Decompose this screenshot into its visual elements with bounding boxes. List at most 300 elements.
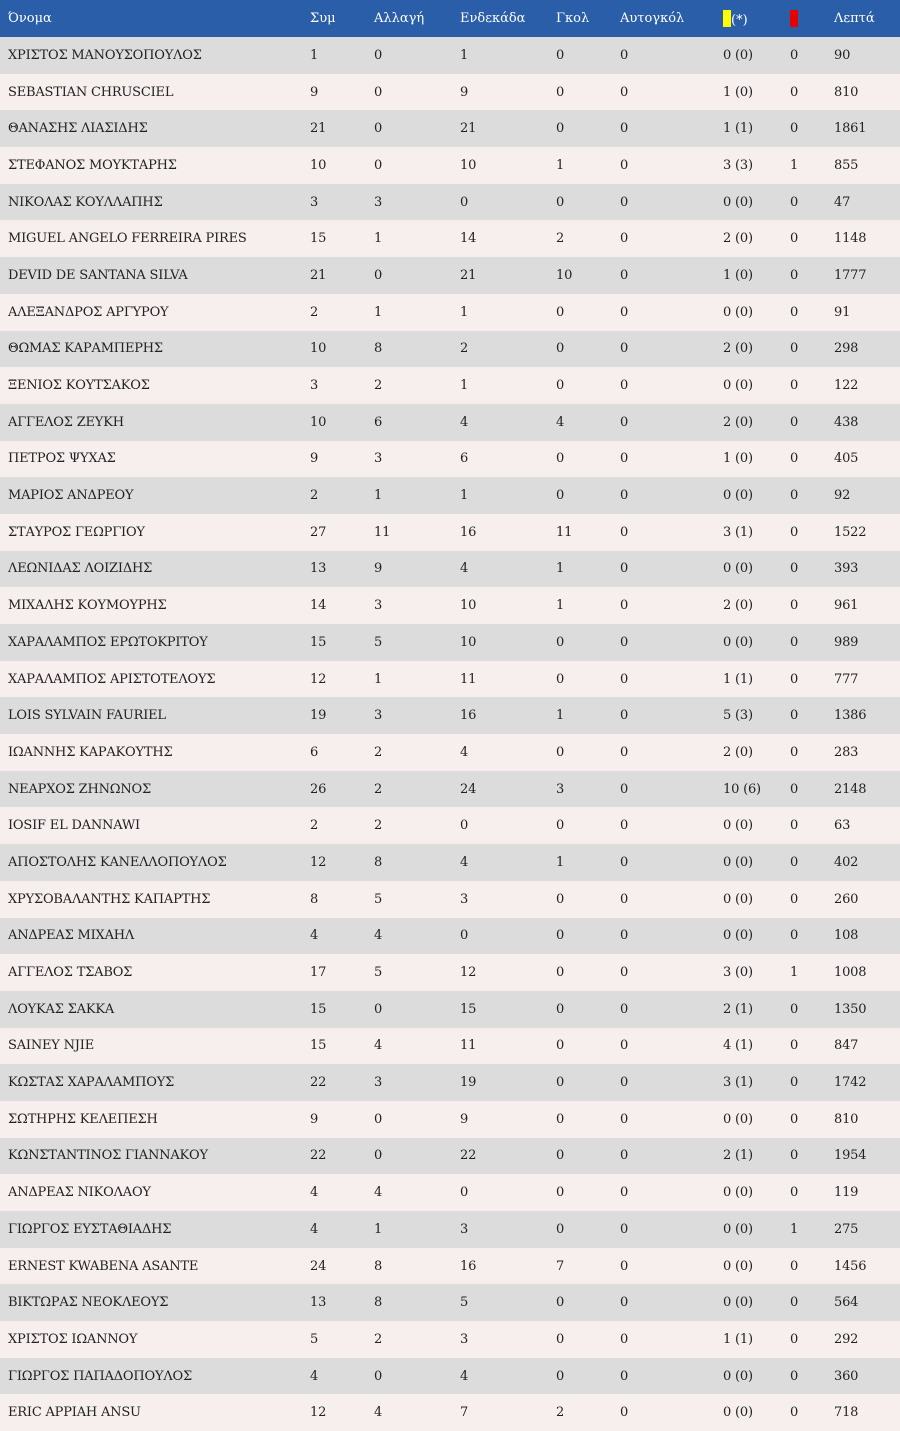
cell-name[interactable]: ΧΑΡΑΛΑΜΠΟΣ ΕΡΩΤΟΚΡΙΤΟΥ	[8, 634, 208, 650]
col-header-red[interactable]	[790, 0, 826, 37]
cell-starts: 7	[460, 1405, 469, 1421]
cell-goals: 0	[556, 304, 565, 320]
cell-own-goals: 0	[620, 1221, 629, 1237]
cell-starts: 16	[460, 708, 477, 724]
cell-apps: 15	[310, 1001, 327, 1017]
cell-red: 0	[790, 1258, 799, 1274]
cell-minutes: 1954	[834, 1148, 867, 1164]
cell-goals: 4	[556, 414, 565, 430]
cell-red: 1	[790, 965, 799, 981]
cell-name[interactable]: ΑΠΟΣΤΟΛΗΣ ΚΑΝΕΛΛΟΠΟΥΛΟΣ	[8, 854, 227, 870]
cell-starts: 4	[460, 1368, 469, 1384]
cell-apps: 10	[310, 341, 327, 357]
cell-own-goals: 0	[620, 1405, 629, 1421]
cell-red: 0	[790, 304, 799, 320]
col-header-sub[interactable]: Αλλαγή	[374, 11, 425, 26]
cell-own-goals: 0	[620, 304, 629, 320]
cell-red: 0	[790, 1295, 799, 1311]
cell-starts: 1	[460, 47, 469, 63]
cell-apps: 2	[310, 304, 319, 320]
cell-apps: 15	[310, 231, 327, 247]
table-header-row	[0, 0, 900, 37]
cell-apps: 4	[310, 1368, 319, 1384]
cell-goals: 11	[556, 524, 573, 540]
cell-minutes: 1008	[834, 965, 867, 981]
cell-goals: 0	[556, 84, 565, 100]
cell-apps: 22	[310, 1148, 327, 1164]
cell-own-goals: 0	[620, 744, 629, 760]
cell-minutes: 63	[834, 818, 851, 834]
cell-apps: 21	[310, 267, 327, 283]
cell-yellow: 0 (0)	[723, 928, 753, 944]
cell-apps: 6	[310, 744, 319, 760]
cell-name[interactable]: ΝΕΑΡΧΟΣ ΖΗΝΩΝΟΣ	[8, 781, 151, 797]
cell-yellow: 0 (0)	[723, 1221, 753, 1237]
cell-apps: 3	[310, 378, 319, 394]
cell-apps: 9	[310, 84, 319, 100]
cell-name[interactable]: ΧΡΥΣΟΒΑΛΑΝΤΗΣ ΚΑΠΑΡΤΗΣ	[8, 891, 211, 907]
cell-name[interactable]: ΞΕΝΙΟΣ ΚΟΥΤΣΑΚΟΣ	[8, 378, 150, 394]
cell-goals: 0	[556, 341, 565, 357]
cell-own-goals: 0	[620, 1295, 629, 1311]
table-row	[0, 1358, 900, 1395]
cell-yellow: 0 (0)	[723, 1405, 753, 1421]
cell-starts: 1	[460, 304, 469, 320]
cell-own-goals: 0	[620, 854, 629, 870]
yellow-card-icon	[723, 10, 731, 27]
table-row	[0, 661, 900, 698]
cell-red: 0	[790, 671, 799, 687]
cell-own-goals: 0	[620, 1185, 629, 1201]
cell-starts: 19	[460, 1075, 477, 1091]
cell-own-goals: 0	[620, 267, 629, 283]
cell-sub: 0	[374, 84, 383, 100]
cell-own-goals: 0	[620, 341, 629, 357]
cell-sub: 3	[374, 1075, 383, 1091]
col-header-own-goals[interactable]: Αυτογκόλ	[620, 11, 685, 26]
cell-own-goals: 0	[620, 818, 629, 834]
cell-sub: 6	[374, 414, 383, 430]
cell-minutes: 275	[834, 1221, 859, 1237]
cell-minutes: 2148	[834, 781, 867, 797]
cell-goals: 7	[556, 1258, 565, 1274]
cell-red: 0	[790, 928, 799, 944]
cell-name[interactable]: ΑΝΔΡΕΑΣ ΜΙΧΑΗΛ	[8, 928, 135, 944]
table-row	[0, 697, 900, 734]
cell-own-goals: 0	[620, 561, 629, 577]
cell-sub: 1	[374, 671, 383, 687]
cell-goals: 0	[556, 1221, 565, 1237]
cell-own-goals: 0	[620, 451, 629, 467]
cell-red: 0	[790, 634, 799, 650]
cell-red: 1	[790, 157, 799, 173]
cell-goals: 0	[556, 194, 565, 210]
cell-minutes: 564	[834, 1295, 859, 1311]
cell-name[interactable]: DEVID DE SANTANA SILVA	[8, 267, 188, 283]
cell-goals: 0	[556, 1075, 565, 1091]
cell-yellow: 3 (3)	[723, 157, 753, 173]
cell-own-goals: 0	[620, 194, 629, 210]
cell-sub: 0	[374, 121, 383, 137]
cell-yellow: 1 (1)	[723, 671, 753, 687]
cell-apps: 2	[310, 818, 319, 834]
cell-apps: 13	[310, 561, 327, 577]
cell-goals: 0	[556, 671, 565, 687]
cell-minutes: 1350	[834, 1001, 867, 1017]
cell-sub: 4	[374, 1185, 383, 1201]
cell-sub: 0	[374, 1111, 383, 1127]
cell-own-goals: 0	[620, 378, 629, 394]
cell-yellow: 0 (0)	[723, 891, 753, 907]
cell-name[interactable]: ΧΡΙΣΤΟΣ ΜΑΝΟΥΣΟΠΟΥΛΟΣ	[8, 47, 202, 63]
cell-apps: 17	[310, 965, 327, 981]
table-row	[0, 1248, 900, 1285]
cell-starts: 9	[460, 1111, 469, 1127]
cell-name[interactable]: SAINEY NJIE	[8, 1038, 95, 1054]
cell-yellow: 2 (0)	[723, 744, 753, 760]
cell-goals: 1	[556, 157, 565, 173]
cell-starts: 10	[460, 634, 477, 650]
cell-starts: 1	[460, 378, 469, 394]
cell-name[interactable]: ΚΩΝΣΤΑΝΤΙΝΟΣ ΓΙΑΝΝΑΚΟΥ	[8, 1148, 208, 1164]
cell-goals: 0	[556, 928, 565, 944]
cell-minutes: 292	[834, 1331, 859, 1347]
cell-minutes: 1522	[834, 524, 867, 540]
cell-apps: 26	[310, 781, 327, 797]
cell-yellow: 0 (0)	[723, 304, 753, 320]
cell-apps: 15	[310, 634, 327, 650]
cell-red: 1	[790, 1221, 799, 1237]
table-row	[0, 74, 900, 111]
cell-name[interactable]: ΛΟΥΚΑΣ ΣΑΚΚΑ	[8, 1001, 115, 1017]
cell-red: 0	[790, 1111, 799, 1127]
cell-apps: 5	[310, 1331, 319, 1347]
table-row	[0, 514, 900, 551]
cell-red: 0	[790, 1075, 799, 1091]
cell-yellow: 2 (1)	[723, 1148, 753, 1164]
cell-yellow: 0 (0)	[723, 818, 753, 834]
table-row	[0, 734, 900, 771]
table-row	[0, 220, 900, 257]
cell-sub: 0	[374, 1148, 383, 1164]
cell-name[interactable]: ΜΙΧΑΛΗΣ ΚΟΥΜΟΥΡΗΣ	[8, 598, 167, 614]
cell-starts: 22	[460, 1148, 477, 1164]
cell-sub: 8	[374, 1258, 383, 1274]
table-row	[0, 294, 900, 331]
cell-minutes: 402	[834, 854, 859, 870]
cell-minutes: 989	[834, 634, 859, 650]
cell-red: 0	[790, 267, 799, 283]
cell-red: 0	[790, 231, 799, 247]
cell-name[interactable]: ΑΓΓΕΛΟΣ ΤΣΑΒΟΣ	[8, 965, 133, 981]
table-row	[0, 1321, 900, 1358]
table-row	[0, 954, 900, 991]
table-body	[0, 37, 900, 1431]
cell-sub: 1	[374, 1221, 383, 1237]
cell-sub: 8	[374, 1295, 383, 1311]
cell-goals: 0	[556, 451, 565, 467]
col-header-minutes[interactable]: Λεπτά	[834, 11, 875, 26]
cell-starts: 5	[460, 1295, 469, 1311]
cell-red: 0	[790, 1038, 799, 1054]
cell-apps: 22	[310, 1075, 327, 1091]
cell-sub: 3	[374, 451, 383, 467]
cell-name[interactable]: ΓΙΩΡΓΟΣ ΕΥΣΤΑΘΙΑΔΗΣ	[8, 1221, 172, 1237]
cell-goals: 0	[556, 1368, 565, 1384]
cell-yellow: 0 (0)	[723, 854, 753, 870]
cell-apps: 10	[310, 157, 327, 173]
cell-sub: 2	[374, 818, 383, 834]
cell-red: 0	[790, 744, 799, 760]
cell-name[interactable]: LOIS SYLVAIN FAURIEL	[8, 708, 166, 724]
cell-minutes: 405	[834, 451, 859, 467]
yellow-suffix: (*)	[731, 12, 748, 28]
cell-starts: 4	[460, 561, 469, 577]
cell-red: 0	[790, 451, 799, 467]
cell-own-goals: 0	[620, 1111, 629, 1127]
cell-apps: 10	[310, 414, 327, 430]
cell-red: 0	[790, 561, 799, 577]
cell-yellow: 2 (0)	[723, 231, 753, 247]
cell-goals: 2	[556, 1405, 565, 1421]
cell-red: 0	[790, 414, 799, 430]
cell-red: 0	[790, 47, 799, 63]
cell-own-goals: 0	[620, 598, 629, 614]
cell-name[interactable]: ΑΛΕΞΑΝΔΡΟΣ ΑΡΓΥΡΟΥ	[8, 304, 169, 320]
cell-starts: 0	[460, 1185, 469, 1201]
cell-name[interactable]: ΜΑΡΙΟΣ ΑΝΔΡΕΟΥ	[8, 488, 134, 504]
cell-apps: 14	[310, 598, 327, 614]
cell-sub: 5	[374, 634, 383, 650]
cell-goals: 0	[556, 488, 565, 504]
cell-minutes: 283	[834, 744, 859, 760]
cell-own-goals: 0	[620, 84, 629, 100]
cell-minutes: 810	[834, 1111, 859, 1127]
cell-sub: 3	[374, 708, 383, 724]
cell-red: 0	[790, 1001, 799, 1017]
cell-name[interactable]: ΣΩΤΗΡΗΣ ΚΕΛΕΠΕΣΗ	[8, 1111, 158, 1127]
cell-yellow: 0 (0)	[723, 47, 753, 63]
cell-own-goals: 0	[620, 524, 629, 540]
cell-goals: 3	[556, 781, 565, 797]
cell-own-goals: 0	[620, 634, 629, 650]
cell-minutes: 47	[834, 194, 851, 210]
cell-starts: 11	[460, 671, 477, 687]
cell-own-goals: 0	[620, 708, 629, 724]
cell-yellow: 0 (0)	[723, 561, 753, 577]
col-header-starts[interactable]: Ενδεκάδα	[460, 11, 526, 26]
cell-red: 0	[790, 781, 799, 797]
cell-minutes: 810	[834, 84, 859, 100]
cell-goals: 0	[556, 1148, 565, 1164]
table-row	[0, 1138, 900, 1175]
cell-name[interactable]: SEBASTIAN CHRUSCIEL	[8, 84, 174, 100]
cell-own-goals: 0	[620, 1038, 629, 1054]
cell-starts: 0	[460, 818, 469, 834]
cell-goals: 0	[556, 818, 565, 834]
cell-sub: 0	[374, 1001, 383, 1017]
col-header-yellow[interactable]	[723, 0, 790, 37]
cell-goals: 0	[556, 1111, 565, 1127]
cell-starts: 10	[460, 598, 477, 614]
cell-own-goals: 0	[620, 1148, 629, 1164]
table-row	[0, 771, 900, 808]
cell-minutes: 122	[834, 378, 859, 394]
cell-name[interactable]: ΘΩΜΑΣ ΚΑΡΑΜΠΕΡΗΣ	[8, 341, 163, 357]
cell-sub: 8	[374, 854, 383, 870]
cell-apps: 3	[310, 194, 319, 210]
cell-sub: 2	[374, 1331, 383, 1347]
cell-yellow: 10 (6)	[723, 781, 761, 797]
cell-apps: 9	[310, 1111, 319, 1127]
cell-starts: 12	[460, 965, 477, 981]
cell-starts: 16	[460, 524, 477, 540]
cell-starts: 2	[460, 341, 469, 357]
cell-name[interactable]: MIGUEL ANGELO FERREIRA PIRES	[8, 231, 247, 247]
cell-sub: 1	[374, 304, 383, 320]
cell-minutes: 1386	[834, 708, 867, 724]
table-row	[0, 147, 900, 184]
cell-name[interactable]: ΓΙΩΡΓΟΣ ΠΑΠΑΔΟΠΟΥΛΟΣ	[8, 1368, 192, 1384]
cell-name[interactable]: ERNEST KWABENA ASANTE	[8, 1258, 199, 1274]
table-row	[0, 257, 900, 294]
table-row	[0, 441, 900, 478]
cell-red: 0	[790, 341, 799, 357]
cell-sub: 5	[374, 891, 383, 907]
cell-minutes: 119	[834, 1185, 859, 1201]
cell-own-goals: 0	[620, 891, 629, 907]
cell-name[interactable]: ΑΝΔΡΕΑΣ ΝΙΚΟΛΑΟΥ	[8, 1185, 151, 1201]
table-row	[0, 477, 900, 514]
cell-name[interactable]: ΣΤΕΦΑΝΟΣ ΜΟΥΚΤΑΡΗΣ	[8, 157, 177, 173]
cell-red: 0	[790, 121, 799, 137]
cell-apps: 15	[310, 1038, 327, 1054]
table-row	[0, 881, 900, 918]
table-row	[0, 37, 900, 74]
cell-minutes: 92	[834, 488, 851, 504]
cell-own-goals: 0	[620, 121, 629, 137]
cell-name[interactable]: ΑΓΓΕΛΟΣ ΖΕΥΚΗ	[8, 414, 124, 430]
cell-red: 0	[790, 1331, 799, 1347]
cell-minutes: 393	[834, 561, 859, 577]
cell-red: 0	[790, 1185, 799, 1201]
cell-yellow: 0 (0)	[723, 488, 753, 504]
cell-minutes: 260	[834, 891, 859, 907]
cell-own-goals: 0	[620, 781, 629, 797]
table-row	[0, 807, 900, 844]
cell-goals: 0	[556, 965, 565, 981]
cell-minutes: 1777	[834, 267, 867, 283]
cell-minutes: 855	[834, 157, 859, 173]
cell-goals: 2	[556, 231, 565, 247]
table-row	[0, 110, 900, 147]
cell-yellow: 1 (0)	[723, 451, 753, 467]
cell-apps: 13	[310, 1295, 327, 1311]
cell-apps: 24	[310, 1258, 327, 1274]
cell-apps: 4	[310, 1185, 319, 1201]
cell-name[interactable]: ΙΩΑΝΝΗΣ ΚΑΡΑΚΟΥΤΗΣ	[8, 744, 173, 760]
cell-sub: 5	[374, 965, 383, 981]
cell-yellow: 0 (0)	[723, 1111, 753, 1127]
cell-yellow: 2 (0)	[723, 598, 753, 614]
cell-yellow: 2 (0)	[723, 341, 753, 357]
cell-name[interactable]: ΠΕΤΡΟΣ ΨΥΧΑΣ	[8, 451, 116, 467]
cell-own-goals: 0	[620, 928, 629, 944]
table-row	[0, 367, 900, 404]
cell-name[interactable]: IOSIF EL DANNAWI	[8, 818, 140, 834]
cell-minutes: 360	[834, 1368, 859, 1384]
table-row	[0, 1101, 900, 1138]
cell-apps: 4	[310, 928, 319, 944]
cell-minutes: 718	[834, 1405, 859, 1421]
cell-own-goals: 0	[620, 671, 629, 687]
cell-sub: 4	[374, 1405, 383, 1421]
cell-apps: 21	[310, 121, 327, 137]
cell-own-goals: 0	[620, 965, 629, 981]
cell-goals: 1	[556, 854, 565, 870]
cell-sub: 0	[374, 47, 383, 63]
cell-name[interactable]: ΝΙΚΟΛΑΣ ΚΟΥΛΛΑΠΗΣ	[8, 194, 163, 210]
cell-apps: 2	[310, 488, 319, 504]
cell-apps: 8	[310, 891, 319, 907]
cell-name[interactable]: ΧΑΡΑΛΑΜΠΟΣ ΑΡΙΣΤΟΤΕΛΟΥΣ	[8, 671, 216, 687]
cell-yellow: 0 (0)	[723, 1185, 753, 1201]
cell-starts: 3	[460, 1221, 469, 1237]
cell-minutes: 90	[834, 47, 851, 63]
cell-sub: 11	[374, 524, 391, 540]
cell-own-goals: 0	[620, 414, 629, 430]
col-header-goals[interactable]: Γκολ	[556, 11, 590, 26]
cell-red: 0	[790, 891, 799, 907]
table-row	[0, 184, 900, 221]
cell-sub: 3	[374, 598, 383, 614]
cell-sub: 9	[374, 561, 383, 577]
cell-name[interactable]: ΘΑΝΑΣΗΣ ΛΙΑΣΙΔΗΣ	[8, 121, 148, 137]
col-header-name[interactable]: Όνομα	[8, 11, 52, 26]
cell-sub: 0	[374, 157, 383, 173]
cell-name[interactable]: ΧΡΙΣΤΟΣ ΙΩΑΝΝΟΥ	[8, 1331, 138, 1347]
cell-name[interactable]: ΣΤΑΥΡΟΣ ΓΕΩΡΓΙΟΥ	[8, 524, 145, 540]
cell-starts: 4	[460, 414, 469, 430]
cell-sub: 3	[374, 194, 383, 210]
cell-minutes: 1456	[834, 1258, 867, 1274]
cell-apps: 12	[310, 854, 327, 870]
col-header-apps[interactable]: Συμ	[310, 11, 336, 26]
cell-minutes: 298	[834, 341, 859, 357]
cell-starts: 1	[460, 488, 469, 504]
cell-yellow: 0 (0)	[723, 194, 753, 210]
table-row	[0, 1174, 900, 1211]
cell-name[interactable]: ERIC APPIAH ANSU	[8, 1405, 141, 1421]
cell-minutes: 777	[834, 671, 859, 687]
cell-starts: 16	[460, 1258, 477, 1274]
cell-sub: 0	[374, 1368, 383, 1384]
cell-own-goals: 0	[620, 47, 629, 63]
cell-name[interactable]: ΚΩΣΤΑΣ ΧΑΡΑΛΑΜΠΟΥΣ	[8, 1075, 175, 1091]
cell-yellow: 0 (0)	[723, 634, 753, 650]
cell-red: 0	[790, 818, 799, 834]
cell-name[interactable]: ΒΙΚΤΩΡΑΣ ΝΕΟΚΛΕΟΥΣ	[8, 1295, 169, 1311]
cell-red: 0	[790, 598, 799, 614]
cell-starts: 11	[460, 1038, 477, 1054]
cell-sub: 1	[374, 231, 383, 247]
cell-sub: 2	[374, 378, 383, 394]
cell-goals: 0	[556, 1185, 565, 1201]
cell-starts: 4	[460, 854, 469, 870]
cell-yellow: 0 (0)	[723, 1368, 753, 1384]
cell-name[interactable]: ΛΕΩΝΙΔΑΣ ΛΟΙΖΙΔΗΣ	[8, 561, 153, 577]
table-row	[0, 844, 900, 881]
